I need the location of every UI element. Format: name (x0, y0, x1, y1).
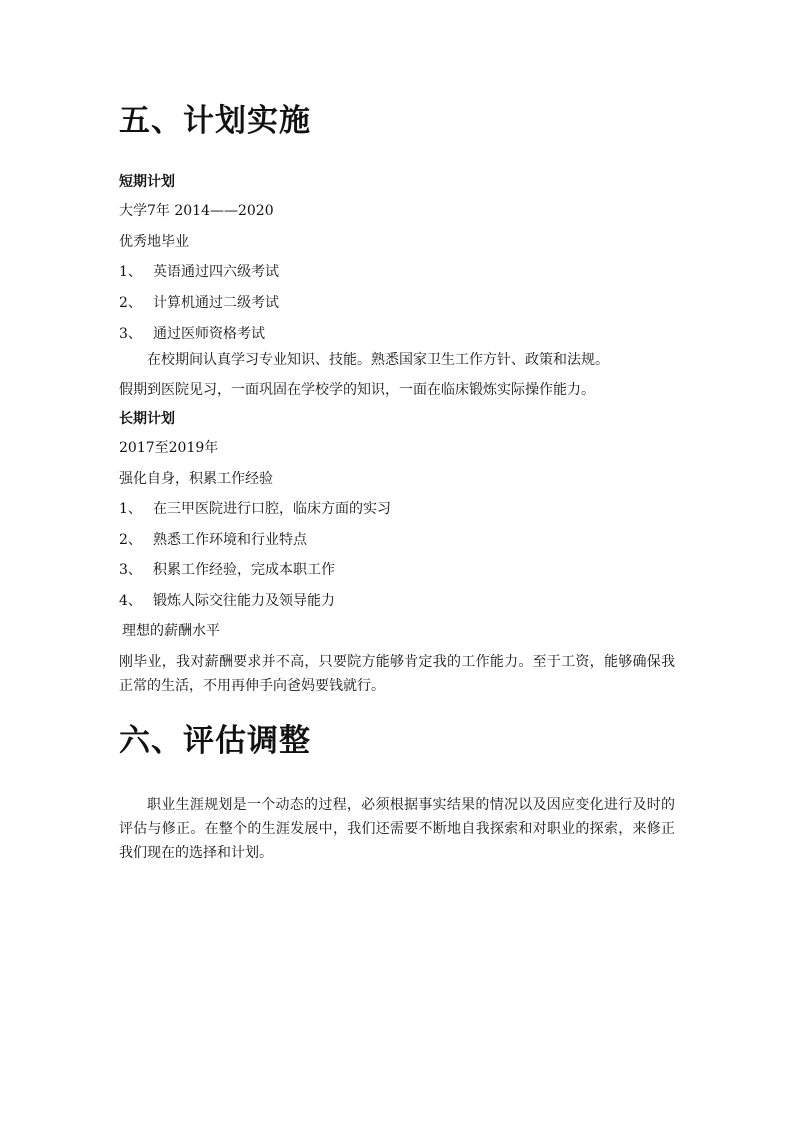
short-term-note-1: 在校期间认真学习专业知识、技能。熟悉国家卫生工作方针、政策和法规。 (147, 352, 609, 368)
short-term-goal: 优秀地毕业 (119, 234, 189, 250)
list-item: 锻炼人际交往能力及领导能力 (153, 593, 335, 609)
short-term-note-2: 假期到医院见习，一面巩固在学校学的知识，一面在临床锻炼实际操作能力。 (119, 382, 595, 398)
section6-paragraph: 职业生涯规划是一个动态的过程，必须根据事实结果的情况以及因应变化进行及时的评估与修正。在整个的生涯发展中，我们还需要不断地自我探索和对职业的探索，来修正我们现在的选择和计划。 (119, 797, 675, 861)
long-term-period: 2017至2019年 (119, 440, 219, 456)
list-item: 通过医师资格考试 (153, 326, 265, 342)
salary-paragraph: 刚毕业，我对薪酬要求并不高，只要院方能够肯定我的工作能力。至于工资，能够确保我正常的生活，不用再伸手向爸妈要钱就行。 (119, 654, 675, 694)
list-item-number: 2、 (119, 295, 142, 311)
section6-heading: 六、评估调整 (119, 723, 311, 759)
list-item-number: 4、 (119, 593, 142, 609)
long-term-goal: 强化自身，积累工作经验 (119, 471, 273, 487)
list-item: 熟悉工作环境和行业特点 (153, 532, 307, 548)
section5-heading: 五、计划实施 (119, 103, 311, 139)
list-item-number: 1、 (119, 501, 142, 517)
short-term-title: 短期计划 (119, 174, 175, 190)
list-item: 计算机通过二级考试 (153, 295, 279, 311)
list-item: 在三甲医院进行口腔，临床方面的实习 (153, 501, 391, 517)
list-item: 英语通过四六级考试 (153, 264, 279, 280)
long-term-title: 长期计划 (119, 411, 175, 427)
list-item-number: 1、 (119, 264, 142, 280)
salary-title: 理想的薪酬水平 (122, 623, 220, 639)
short-term-period: 大学7年 2014——2020 (119, 203, 274, 219)
list-item-number: 2、 (119, 532, 142, 548)
list-item-number: 3、 (119, 562, 142, 578)
list-item-number: 3、 (119, 326, 142, 342)
list-item: 积累工作经验，完成本职工作 (153, 562, 335, 578)
